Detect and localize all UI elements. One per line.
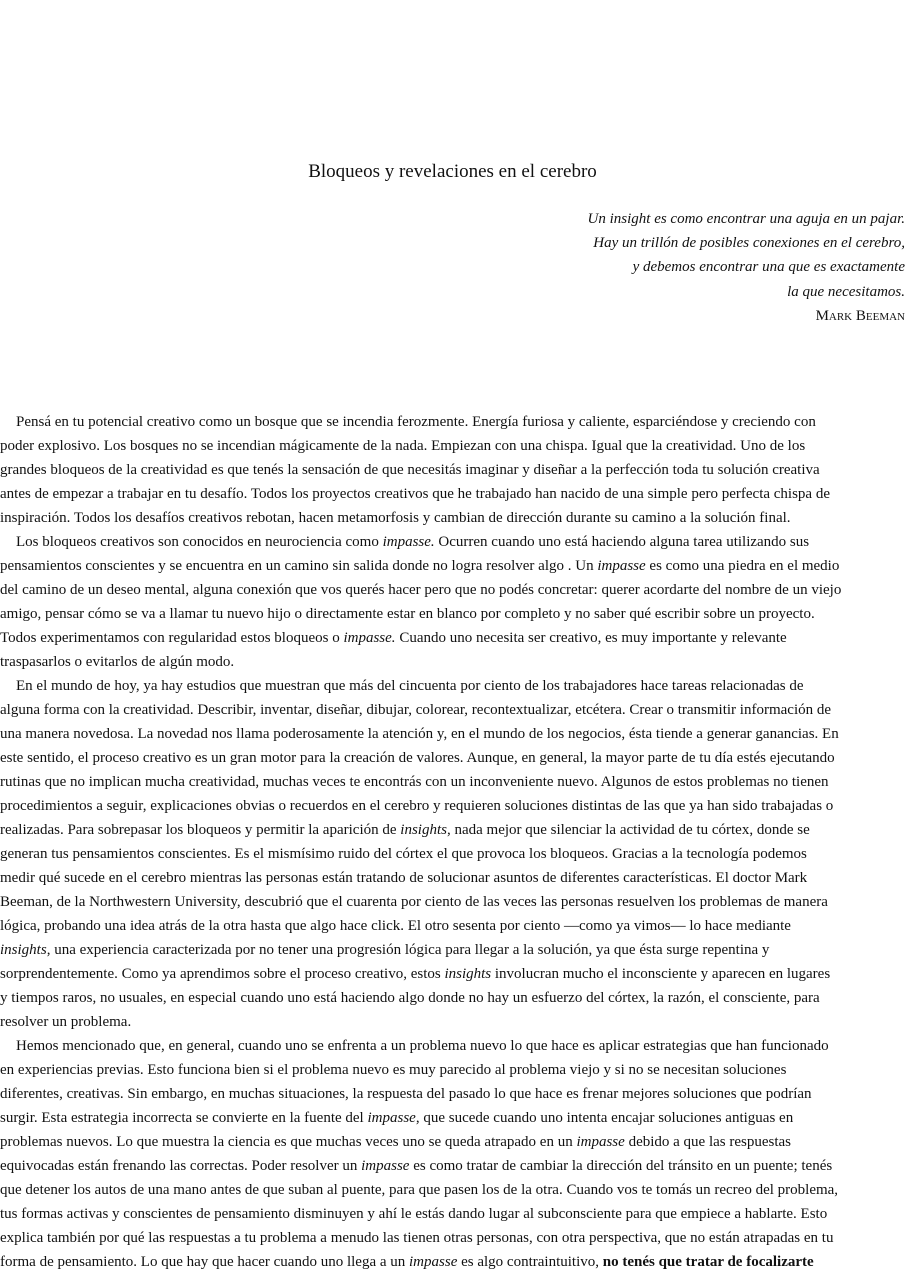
text-segment: generan tus pensamientos conscientes. Es el mismísimo ruido del córtex el que provoca los bloqueos. Gracias a la tecnología podemos (0, 846, 807, 862)
text-line (0, 674, 905, 698)
text-segment: este sentido, el proceso creativo es un gran motor para la creación de valores. Aunque, en general, la mayor parte de tu día estés ejecutando (0, 750, 835, 766)
text-line (0, 626, 905, 650)
paragraph (0, 1034, 905, 1274)
text-segment: problemas nuevos. Lo que muestra la ciencia es que muchas veces uno se queda atrapado en un (0, 1134, 577, 1150)
text-line (0, 818, 905, 842)
italic-term: insights (400, 822, 447, 838)
text-segment: Pensá en tu potencial creativo como un bosque que se incendia ferozmente. Energía furiosa y caliente, esparciéndose y creciendo con (16, 414, 816, 430)
text-line (0, 962, 905, 986)
text-line (0, 866, 905, 890)
text-line (0, 1178, 905, 1202)
text-line (0, 602, 905, 626)
epigraph-line: y debemos encontrar una que es exactamente (632, 259, 905, 276)
text-segment: Ocurren cuando uno está haciendo alguna tarea utilizando sus (434, 534, 810, 550)
text-line (0, 1226, 905, 1250)
text-segment: del camino de un deseo mental, alguna conexión que vos querés hacer pero que no podés concretar: querer acordarte del nombre de un viejo (0, 582, 842, 598)
text-segment: antes de empezar a trabajar en tu desafío. Todos los proyectos creativos que he trabajado han nacido de una simple pero perfecta chispa de (0, 486, 831, 502)
text-line (0, 410, 905, 434)
text-segment: involucran mucho el inconsciente y aparecen en lugares (491, 966, 831, 982)
italic-term: impasse (367, 1110, 416, 1126)
text-line (0, 890, 905, 914)
text-segment: es como tratar de cambiar la dirección del tránsito en un puente; tenés (409, 1158, 833, 1174)
text-line (0, 1130, 905, 1154)
chapter-title: Bloqueos y revelaciones en el cerebro (308, 161, 597, 182)
text-segment: Beeman, de la Northwestern University, descubrió que el cuarenta por ciento de las veces las personas resuelven los problemas de manera (0, 894, 828, 910)
text-line (0, 578, 905, 602)
text-segment: , nada mejor que silenciar la actividad de tu córtex, donde se (446, 822, 810, 838)
text-segment: es algo contraintuitivo, (457, 1254, 603, 1270)
text-segment: alguna forma con la creatividad. Describir, inventar, diseñar, dibujar, colorear, recontextualizar, etcétera. Crear o transmitir información de (0, 702, 832, 718)
paragraph (0, 674, 905, 1034)
text-line (0, 794, 905, 818)
text-line (0, 986, 905, 1010)
italic-term: impasse (409, 1254, 458, 1270)
text-segment: en experiencias previas. Esto funciona bien si el problema nuevo es muy parecido al problema viejo y si no se necesitan soluciones (0, 1062, 787, 1078)
text-line (0, 482, 905, 506)
epigraph-line: Un insight es como encontrar una aguja en un pajar. (587, 211, 905, 227)
text-line (0, 530, 905, 554)
text-line (0, 746, 905, 770)
italic-term: impasse. (382, 534, 435, 550)
text-segment: que detener los autos de una mano antes de que suban al puente, para que pasen los de la otra. Cuando vos te tomás un recreo del problema, (0, 1182, 839, 1198)
text-line (0, 650, 905, 674)
text-segment: y tiempos raros, no usuales, en especial cuando uno está haciendo algo donde no hay un esfuerzo del córtex, la razón, el consciente, para (0, 990, 820, 1006)
text-line (0, 506, 905, 530)
text-segment: procedimientos a seguir, explicaciones obvias o recuerdos en el cerebro y requieren soluciones distintas de las que ya han sido trabajadas o (0, 798, 834, 814)
italic-term: impasse (361, 1158, 410, 1174)
italic-term: impasse (597, 558, 646, 574)
text-line (0, 722, 905, 746)
text-line (0, 1202, 905, 1226)
text-segment: forma de pensamiento. Lo que hay que hacer cuando uno llega a un (0, 1254, 410, 1270)
text-segment: , que sucede cuando uno intenta encajar soluciones antiguas en (415, 1110, 794, 1126)
italic-term: impasse. (343, 630, 396, 646)
italic-term: insights (0, 942, 47, 958)
text-segment: inspiración. Todos los desafíos creativos rebotan, hacen metamorfosis y cambian de dirección durante su camino a la solución final. (0, 510, 791, 526)
text-segment: una manera novedosa. La novedad nos llama poderosamente la atención y, en el mundo de los negocios, ésta tiende a generar ganancias. En (0, 726, 839, 742)
text-segment: traspasarlos o evitarlos de algún modo. (0, 654, 235, 670)
body-text (0, 410, 905, 1274)
text-segment: diferentes, creativas. Sin embargo, en muchas situaciones, la respuesta del pasado lo que hace es frenar mejores soluciones que podrían (0, 1086, 812, 1102)
text-segment: grandes bloqueos de la creatividad es que tenés la sensación de que necesitás imaginar y diseñar a la perfección toda tu solución creativa (0, 462, 820, 478)
paragraph (0, 530, 905, 674)
italic-term: insights (444, 966, 492, 982)
text-segment: poder explosivo. Los bosques no se incendian mágicamente de la nada. Empiezan con una chispa. Igual que la creatividad. Uno de los (0, 438, 806, 454)
text-segment: tus formas activas y conscientes de pensamiento disminuyen y ahí le estás dando lugar al subconsciente para que empiece a hablarte. Esto (0, 1206, 828, 1222)
text-segment: es como una piedra en el medio (645, 558, 840, 574)
text-segment: En el mundo de hoy, ya hay estudios que muestran que más del cincuenta por ciento de los trabajadores hace tareas relacionadas de (16, 678, 804, 694)
text-line (0, 1058, 905, 1082)
italic-term: impasse (576, 1134, 625, 1150)
text-segment: pensamientos conscientes y se encuentra en un camino sin salida donde no logra resolver algo . Un (0, 558, 598, 574)
text-segment: debido a que las respuestas (624, 1134, 792, 1150)
text-segment: rutinas que no implican mucha creatividad, muchas veces te encontrás con un inconveniente nuevo. Algunos de estos problemas no tienen (0, 774, 829, 790)
text-segment: amigo, pensar cómo se va a llamar tu nuevo hijo o directamente estar en blanco por completo y no saber qué escribir sobre un proyecto. (0, 606, 815, 622)
text-line (0, 1250, 905, 1274)
text-line (0, 458, 905, 482)
text-line (0, 554, 905, 578)
epigraph-line: Hay un trillón de posibles conexiones en el cerebro, (593, 235, 905, 252)
text-line (0, 914, 905, 938)
text-line (0, 1106, 905, 1130)
text-line (0, 1082, 905, 1106)
text-segment: equivocadas están frenando las correctas. Poder resolver un (0, 1158, 362, 1174)
text-segment: Cuando uno necesita ser creativo, es muy importante y relevante (395, 630, 787, 646)
text-segment: , una experiencia caracterizada por no tener una progresión lógica para llegar a la solución, ya que ésta surge repentina y (46, 942, 770, 958)
text-segment: Los bloqueos creativos son conocidos en neurociencia como (16, 534, 383, 550)
text-segment: lógica, probando una idea atrás de la otra hasta que algo hace click. El otro sesenta por ciento —como ya vimos— lo hace mediante (0, 918, 791, 934)
text-line (0, 1010, 905, 1034)
epigraph (588, 207, 905, 328)
text-line (0, 698, 905, 722)
text-segment: Hemos mencionado que, en general, cuando uno se enfrenta a un problema nuevo lo que hace es aplicar estrategias que han funcionado (16, 1038, 829, 1054)
text-line (0, 1034, 905, 1058)
epigraph-author: Mark Beeman (815, 307, 905, 324)
text-segment: realizadas. Para sobrepasar los bloqueos y permitir la aparición de (0, 822, 401, 838)
text-line (0, 842, 905, 866)
text-segment: resolver un problema. (0, 1014, 132, 1030)
text-line (0, 1154, 905, 1178)
text-segment: sorprendentemente. Como ya aprendimos sobre el proceso creativo, estos (0, 966, 445, 982)
text-segment: Todos experimentamos con regularidad estos bloqueos o (0, 630, 344, 646)
epigraph-line: la que necesitamos. (787, 283, 905, 300)
text-line (0, 938, 905, 962)
text-segment: explica también por qué las respuestas a tu problema a menudo las tienen otras personas, con otra perspectiva, que no están atrapadas en tu (0, 1230, 834, 1246)
bold-text: no tenés que tratar de focalizarte (602, 1254, 814, 1270)
paragraph (0, 410, 905, 530)
text-segment: medir qué sucede en el cerebro mientras las personas están tratando de solucionar asuntos de diferentes características. El doctor Mark (0, 870, 808, 886)
text-line (0, 770, 905, 794)
text-segment: surgir. Esta estrategia incorrecta se convierte en la fuente del (0, 1110, 368, 1126)
text-line (0, 434, 905, 458)
